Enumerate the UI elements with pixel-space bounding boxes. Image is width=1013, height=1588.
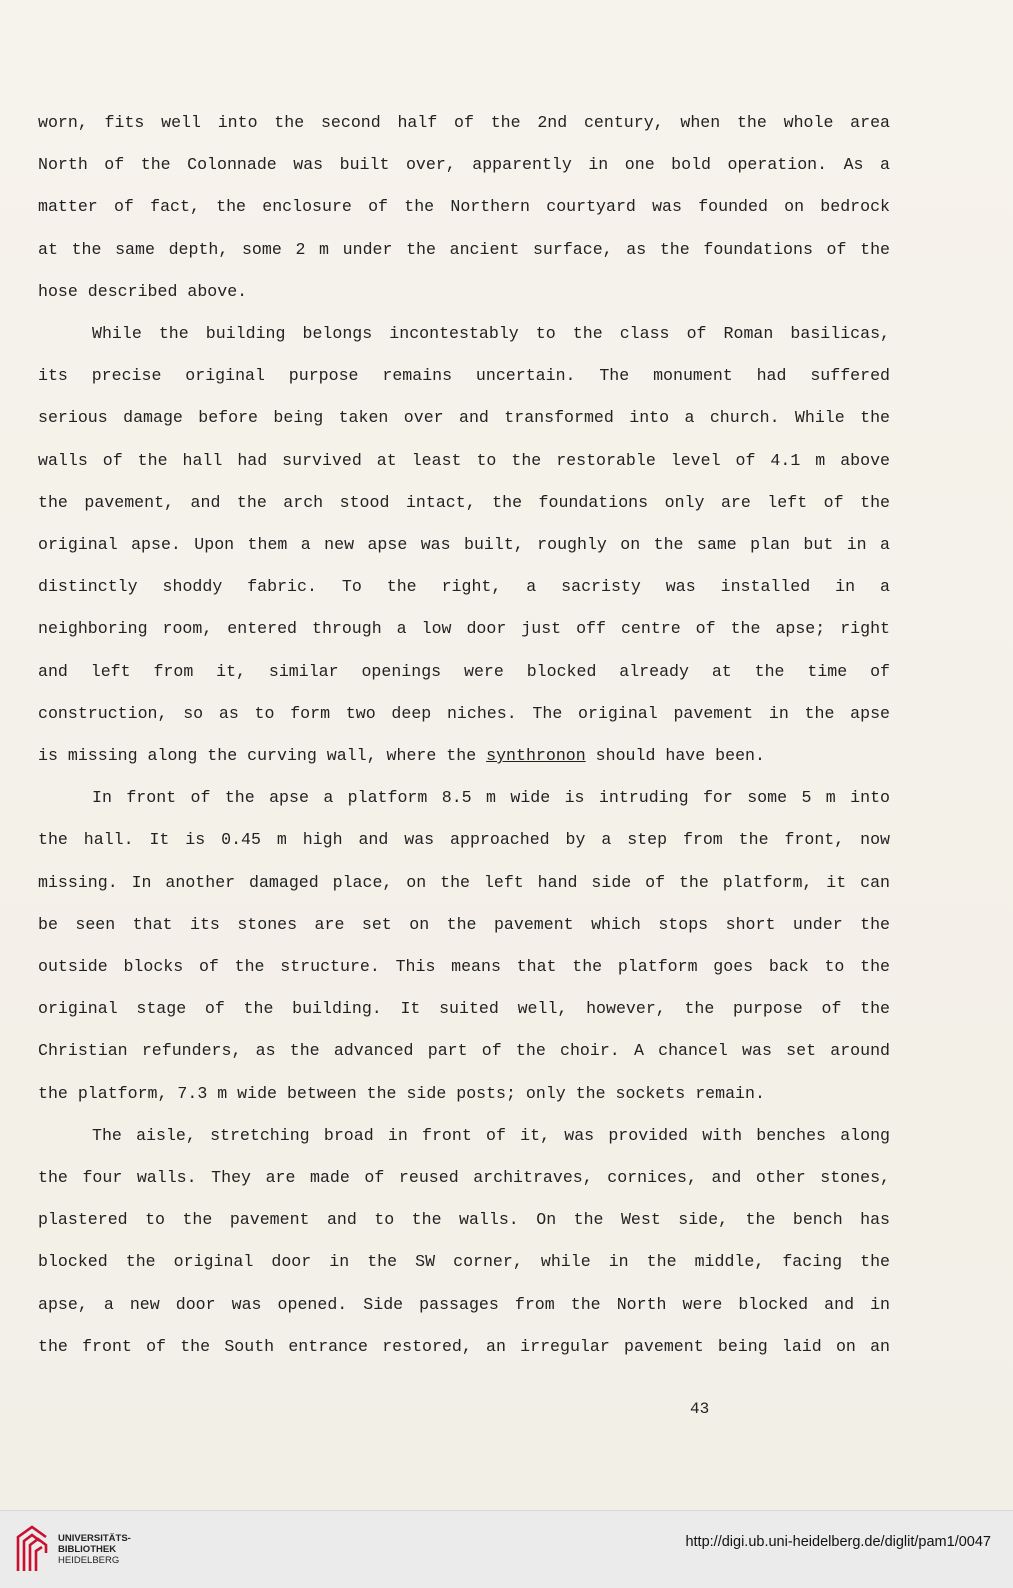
text-line: the hall. It is 0.45 m high and was approached by a step from the front, now	[38, 830, 890, 850]
paragraph	[38, 777, 890, 1115]
permalink-url[interactable]: http://digi.ub.uni-heidelberg.de/diglit/pam1/0047	[685, 1534, 991, 1550]
text-line: its precise original purpose remains uncertain. The monument had suffered	[38, 366, 890, 386]
paragraph	[38, 102, 890, 313]
text-line: In front of the apse a platform 8.5 m wide is intruding for some 5 m into	[92, 788, 890, 808]
text-line: neighboring room, entered through a low door just off centre of the apse; right	[38, 619, 890, 639]
text-line: matter of fact, the enclosure of the Northern courtyard was founded on bedrock	[38, 197, 890, 217]
text-line: construction, so as to form two deep niches. The original pavement in the apse	[38, 703, 890, 723]
text-line: plastered to the pavement and to the walls. On the West side, the bench has	[38, 1210, 890, 1230]
library-line-2: BIBLIOTHEK	[58, 1544, 117, 1555]
text-line: Christian refunders, as the advanced part of the choir. A chancel was set around	[38, 1041, 890, 1061]
text-line: at the same depth, some 2 m under the ancient surface, as the foundations of the	[38, 239, 890, 259]
page-number: 43	[690, 1400, 710, 1418]
text-line: and left from it, similar openings were blocked already at the time of	[38, 661, 890, 681]
text-line: worn, fits well into the second half of the 2nd century, when the whole area	[38, 113, 890, 132]
text-line: the pavement, and the arch stood intact, the foundations only are left of the	[38, 492, 890, 512]
footer-bar	[0, 1510, 1013, 1588]
text-line: serious damage before being taken over and transformed into a church. While the	[38, 408, 890, 428]
text-line: hose described above.	[38, 281, 248, 301]
text-line: distinctly shoddy fabric. To the right, a sacristy was installed in a	[38, 577, 890, 597]
text-line: is missing along the curving wall, where the synthronon should have been.	[38, 746, 765, 766]
text-line: the four walls. They are made of reused architraves, cornices, and other stones,	[38, 1168, 890, 1188]
underlined-term: synthronon	[486, 746, 586, 766]
text-line: original stage of the building. It suited well, however, the purpose of the	[38, 999, 890, 1019]
text-line: the platform, 7.3 m wide between the side posts; only the sockets remain.	[38, 1083, 765, 1103]
text-line: the front of the South entrance restored, an irregular pavement being laid on an	[38, 1336, 890, 1356]
library-name[interactable]	[58, 1533, 131, 1566]
text-line: missing. In another damaged place, on the left hand side of the platform, it can	[38, 872, 890, 892]
body-text	[38, 102, 890, 1368]
text-line: be seen that its stones are set on the pavement which stops short under the	[38, 914, 890, 934]
text-line: walls of the hall had survived at least to the restorable level of 4.1 m above	[38, 450, 890, 470]
library-line-3: HEIDELBERG	[58, 1555, 120, 1566]
text-line: original apse. Upon them a new apse was built, roughly on the same plan but in a	[38, 535, 890, 555]
text-line: blocked the original door in the SW corner, while in the middle, facing the	[38, 1252, 890, 1272]
paragraph	[38, 313, 890, 777]
text-line: North of the Colonnade was built over, apparently in one bold operation. As a	[38, 155, 890, 175]
library-logo-icon[interactable]	[12, 1523, 52, 1573]
text-line: The aisle, stretching broad in front of it, was provided with benches along	[92, 1125, 890, 1145]
text-line: outside blocks of the structure. This means that the platform goes back to the	[38, 957, 890, 977]
paragraph	[38, 1115, 890, 1368]
text-line: apse, a new door was opened. Side passages from the North were blocked and in	[38, 1294, 890, 1314]
library-line-1: UNIVERSITÄTS-	[58, 1533, 131, 1544]
text-line: While the building belongs incontestably to the class of Roman basilicas,	[92, 324, 890, 344]
